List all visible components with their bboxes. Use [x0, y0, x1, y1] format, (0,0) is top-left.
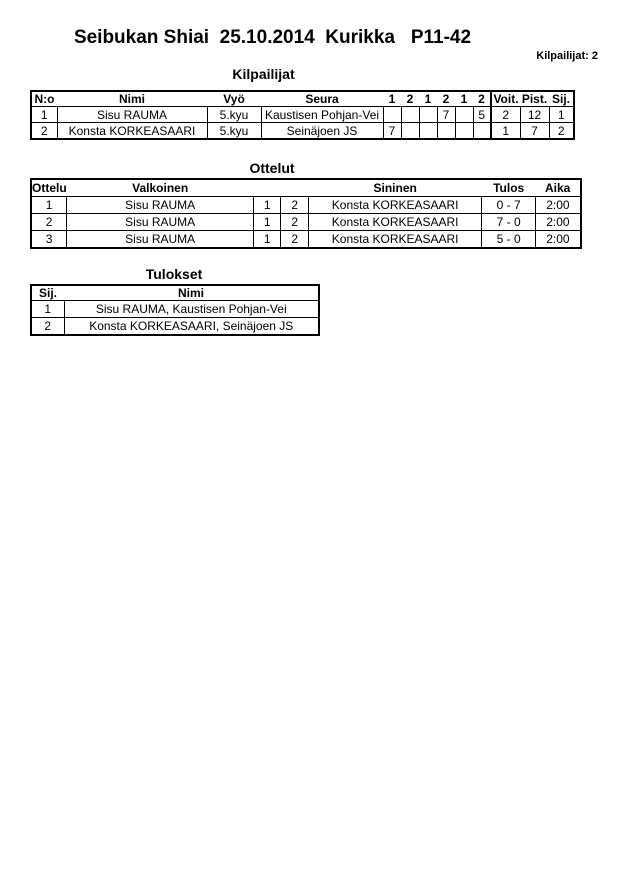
match-time-cell: 2:00	[536, 231, 581, 249]
competitors-header-row	[31, 91, 574, 107]
match-result-cell: 7 - 0	[482, 214, 536, 231]
competitor-score-cell	[419, 107, 437, 123]
match-time-cell: 2:00	[536, 214, 581, 231]
col-header-white-no	[254, 179, 281, 197]
col-header-no: N:o	[31, 91, 57, 107]
result-name-cell: Konsta KORKEASAARI, Seinäjoen JS	[64, 318, 319, 336]
competitor-score-cell: 7	[383, 123, 401, 140]
matches-section-heading: Ottelut	[249, 160, 295, 176]
col-header-round-6: 2	[473, 91, 491, 107]
matches-table-wrap	[30, 178, 582, 249]
col-header-round-3: 1	[419, 91, 437, 107]
competitor-row	[31, 123, 574, 140]
participants-count: Kilpailijat: 2	[536, 50, 598, 62]
competitor-wins-cell: 2	[491, 107, 520, 123]
match-white-cell: Sisu RAUMA	[67, 231, 254, 249]
result-row	[31, 318, 319, 336]
match-blue-cell: Konsta KORKEASAARI	[309, 231, 482, 249]
page-title: Seibukan Shiai 25.10.2014 Kurikka P11-42	[73, 27, 472, 48]
competitor-belt-cell: 5.kyu	[207, 123, 261, 140]
match-blue-cell: Konsta KORKEASAARI	[309, 214, 482, 231]
result-place-cell: 2	[31, 318, 64, 336]
competitors-table-wrap	[30, 90, 575, 140]
competitor-score-cell	[473, 123, 491, 140]
match-white-cell: Sisu RAUMA	[67, 214, 254, 231]
competitor-score-cell: 5	[473, 107, 491, 123]
match-result-cell: 0 - 7	[482, 197, 536, 214]
match-no-cell: 1	[31, 197, 67, 214]
competitor-score-cell	[401, 123, 419, 140]
col-header-points: Pist.	[521, 92, 548, 106]
col-header-belt: Vyö	[207, 91, 261, 107]
match-blue-no-cell: 2	[281, 214, 309, 231]
competitor-score-cell	[419, 123, 437, 140]
competitor-name-cell: Konsta KORKEASAARI	[57, 123, 207, 140]
competitor-place-cell: 1	[549, 107, 574, 123]
col-header-round-5: 1	[455, 91, 473, 107]
competitors-section-heading: Kilpailijat	[232, 66, 295, 82]
col-header-time: Aika	[536, 179, 581, 197]
col-header-match: Ottelu	[32, 181, 67, 195]
competitor-row	[31, 107, 574, 123]
results-table-wrap	[30, 284, 320, 336]
col-header-round-2: 2	[401, 91, 419, 107]
match-no-cell: 2	[31, 214, 67, 231]
matches-table	[30, 178, 582, 249]
competitors-table	[30, 90, 575, 140]
col-header-place: Sij.	[549, 91, 574, 107]
competitor-club-cell: Kaustisen Pohjan-Vei	[261, 107, 383, 123]
col-header-name: Nimi	[64, 285, 319, 301]
competitor-no-cell: 1	[31, 107, 57, 123]
competitor-points-cell: 7	[520, 123, 549, 140]
match-row	[31, 231, 581, 249]
result-row	[31, 301, 319, 318]
competitor-points-cell: 12	[520, 107, 549, 123]
match-blue-cell: Konsta KORKEASAARI	[309, 197, 482, 214]
match-blue-no-cell: 2	[281, 197, 309, 214]
col-header-result: Tulos	[482, 179, 536, 197]
competitor-score-cell: 7	[437, 107, 455, 123]
col-header-wins: Voit.	[491, 91, 520, 107]
competitor-score-cell	[401, 107, 419, 123]
matches-header-row	[31, 179, 581, 197]
result-place-cell: 1	[31, 301, 64, 318]
competitor-score-cell	[455, 107, 473, 123]
competitor-place-cell: 2	[549, 123, 574, 140]
col-header-name: Nimi	[57, 91, 207, 107]
competitor-score-cell	[455, 123, 473, 140]
competitor-score-cell	[383, 107, 401, 123]
match-white-cell: Sisu RAUMA	[67, 197, 254, 214]
col-header-blue-no	[281, 179, 309, 197]
competitor-name-cell: Sisu RAUMA	[57, 107, 207, 123]
results-table	[30, 284, 320, 336]
competitor-belt-cell: 5.kyu	[207, 107, 261, 123]
results-header-row	[31, 285, 319, 301]
match-white-no-cell: 1	[254, 197, 281, 214]
results-section-heading: Tulokset	[145, 266, 203, 282]
col-header-round-4: 2	[437, 91, 455, 107]
match-blue-no-cell: 2	[281, 231, 309, 249]
match-time-cell: 2:00	[536, 197, 581, 214]
col-header-round-1: 1	[383, 91, 401, 107]
col-header-white: Valkoinen	[67, 179, 254, 197]
competitor-wins-cell: 1	[491, 123, 520, 140]
competitor-club-cell: Seinäjoen JS	[261, 123, 383, 140]
match-white-no-cell: 1	[254, 214, 281, 231]
result-name-cell: Sisu RAUMA, Kaustisen Pohjan-Vei	[64, 301, 319, 318]
competitor-score-cell	[437, 123, 455, 140]
competitor-no-cell: 2	[31, 123, 57, 140]
col-header-blue: Sininen	[309, 179, 482, 197]
match-result-cell: 5 - 0	[482, 231, 536, 249]
match-white-no-cell: 1	[254, 231, 281, 249]
col-header-place: Sij.	[31, 285, 64, 301]
col-header-club: Seura	[261, 91, 383, 107]
match-no-cell: 3	[31, 231, 67, 249]
match-row	[31, 197, 581, 214]
match-row	[31, 214, 581, 231]
